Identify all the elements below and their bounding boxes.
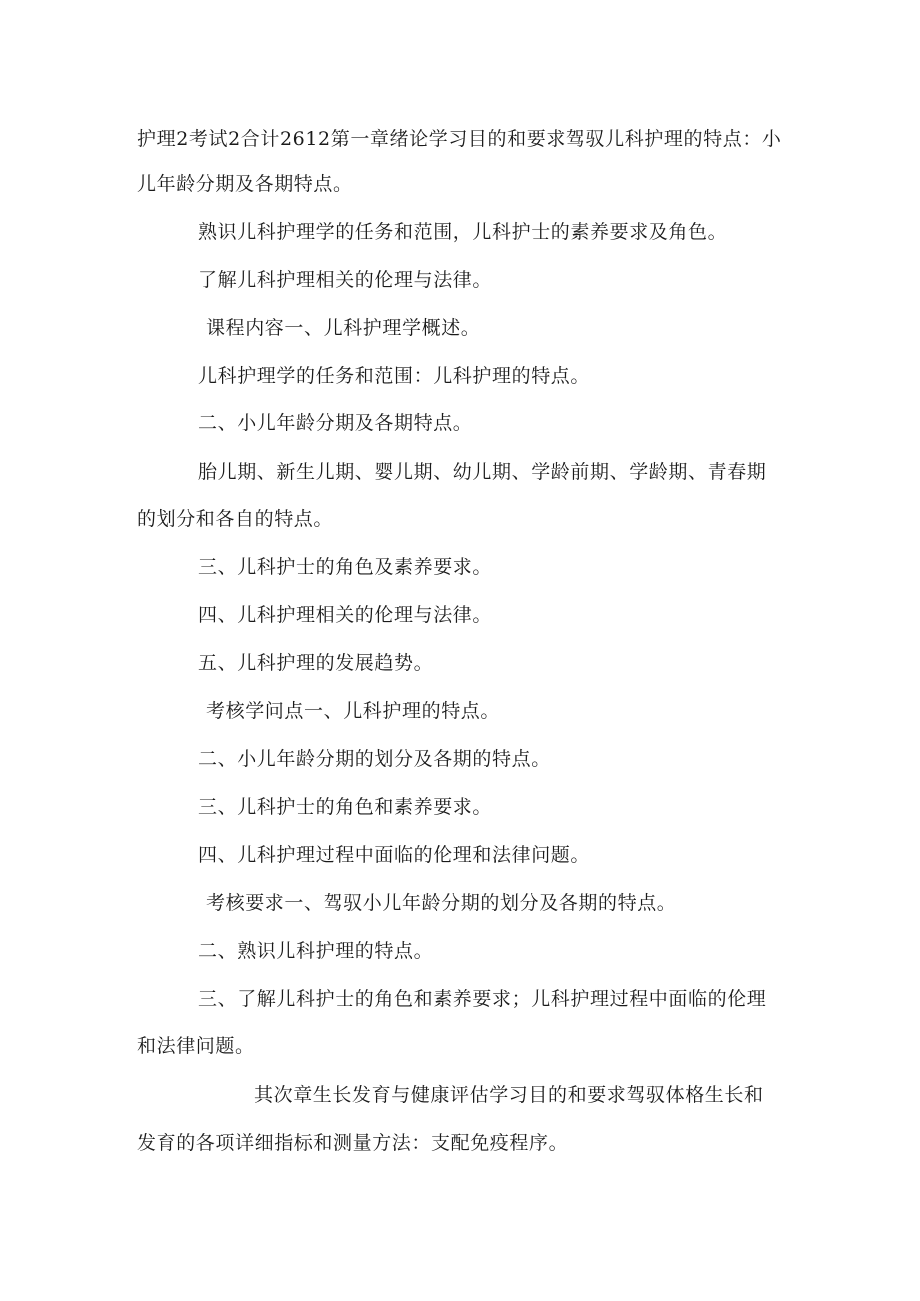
- paragraph-line: 三、儿科护士的角色和素养要求。: [198, 796, 493, 818]
- paragraph-line: 的划分和各自的特点。: [137, 508, 334, 530]
- paragraph-line: 考核学问点一、儿科护理的特点。: [206, 700, 501, 722]
- paragraph-line: 三、了解儿科护士的角色和素养要求；儿科护理过程中面临的伦理: [198, 988, 767, 1010]
- paragraph-line: 胎儿期、新生儿期、婴儿期、幼儿期、学龄前期、学龄期、青春期: [198, 461, 767, 483]
- paragraph-line: 四、儿科护理过程中面临的伦理和法律问题。: [198, 844, 591, 866]
- paragraph-line: 熟识儿科护理学的任务和范围，儿科护士的素养要求及角色。: [198, 221, 728, 243]
- paragraph-line: 了解儿科护理相关的伦理与法律。: [198, 269, 493, 291]
- paragraph-line: 和法律问题。: [137, 1035, 255, 1057]
- paragraph-line: 儿年龄分期及各期特点。: [137, 173, 353, 195]
- paragraph-line: 护理2考试2合计2612第一章绪论学习目的和要求驾驭儿科护理的特点：小: [137, 128, 782, 150]
- paragraph-line: 二、小儿年龄分期及各期特点。: [198, 412, 473, 434]
- paragraph-line: 课程内容一、儿科护理学概述。: [206, 317, 481, 339]
- paragraph-line: 二、熟识儿科护理的特点。: [198, 940, 434, 962]
- paragraph-line: 三、儿科护士的角色及素养要求。: [198, 556, 493, 578]
- paragraph-line: 儿科护理学的任务和范围：儿科护理的特点。: [198, 365, 591, 387]
- paragraph-line: 二、小儿年龄分期的划分及各期的特点。: [198, 748, 551, 770]
- paragraph-line: 五、儿科护理的发展趋势。: [198, 652, 434, 674]
- paragraph-line: 四、儿科护理相关的伦理与法律。: [198, 604, 493, 626]
- paragraph-line: 发育的各项详细指标和测量方法：支配免疫程序。: [137, 1132, 569, 1154]
- paragraph-line: 考核要求一、驾驭小儿年龄分期的划分及各期的特点。: [206, 892, 677, 914]
- paragraph-line: 其次章生长发育与健康评估学习目的和要求驾驭体格生长和: [254, 1084, 764, 1106]
